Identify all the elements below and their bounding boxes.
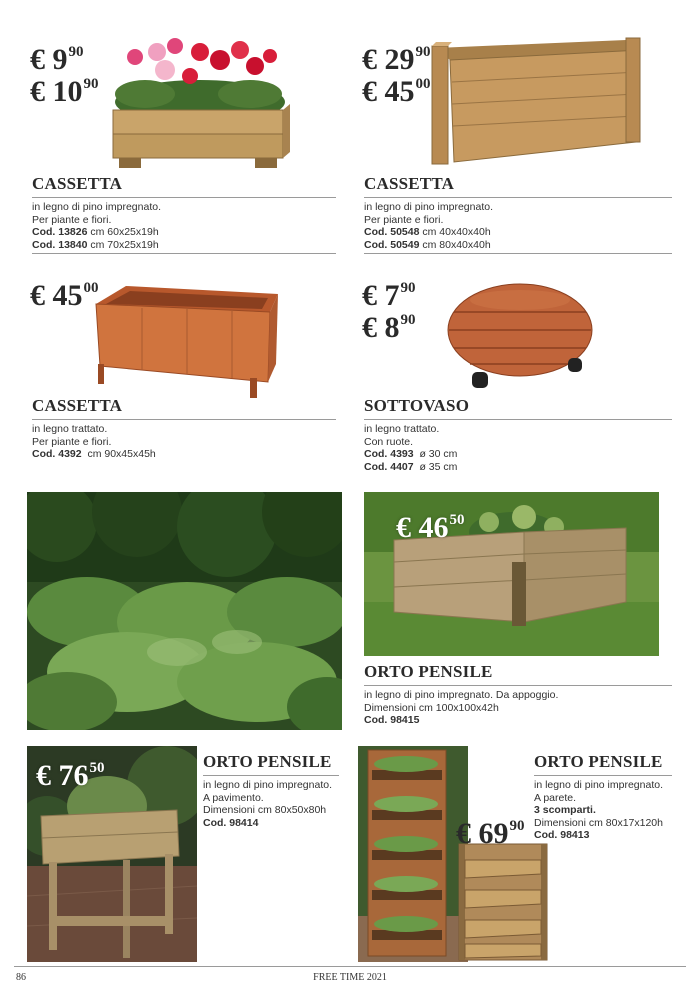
price-secondary: € $8^{90}$ bbox=[362, 311, 416, 344]
vegetable-garden-photo bbox=[27, 492, 342, 730]
product-code: Cod. 4393 bbox=[364, 448, 414, 460]
product-code: Cod. 98415 bbox=[364, 714, 420, 726]
product-code: Cod. 4407 bbox=[364, 460, 414, 473]
price-secondary: € $45^{00}$ bbox=[362, 75, 431, 108]
product-title: ORTO PENSILE bbox=[364, 662, 672, 686]
square-planter-image bbox=[428, 34, 648, 169]
product-code: Cod. 50548 bbox=[364, 226, 420, 238]
plant-saucer-image bbox=[444, 280, 600, 392]
product-title: CASSETTA bbox=[32, 174, 336, 198]
page-number: 86 bbox=[16, 972, 26, 983]
product-code: Cod. 50549 bbox=[364, 238, 420, 251]
footer-divider bbox=[14, 966, 686, 967]
wall-planter-product-image bbox=[455, 840, 551, 964]
product-description: in legno di pino impregnato. Per piante e fiori. Cod. 13826 cm 60x25x19h Cod. 13840 cm 70x25x19h bbox=[32, 201, 162, 251]
price-primary: € $29^{90}$ bbox=[362, 43, 431, 76]
price-primary: € $76^{50}$ bbox=[36, 759, 105, 792]
product-description: in legno di pino impregnato. A parete. 3 scomparti. Dimensioni cm 80x17x120h Cod. 98413 bbox=[534, 779, 664, 841]
price-primary: € $7^{90}$ bbox=[362, 279, 416, 312]
price-primary: € $45^{00}$ bbox=[30, 279, 99, 312]
product-description: in legno di pino impregnato. Per piante e fiori. Cod. 50548 cm 40x40x40h Cod. 50549 cm 80x40x40h bbox=[364, 201, 494, 251]
price-secondary: € $10^{90}$ bbox=[30, 75, 99, 108]
product-title: CASSETTA bbox=[364, 174, 672, 198]
product-description: in legno trattato. Con ruote. Cod. 4393 ø 30 cm Cod. 4407 ø 35 cm bbox=[364, 423, 458, 473]
divider bbox=[32, 253, 336, 254]
price-primary: € $9^{90}$ bbox=[30, 43, 84, 76]
planter-flowers-image bbox=[105, 32, 295, 182]
product-description: in legno trattato. Per piante e fiori. Cod. 4392 cm 90x45x45h bbox=[32, 423, 156, 460]
product-code: Cod. 13840 bbox=[32, 238, 88, 251]
divider bbox=[364, 253, 672, 254]
price-primary: € $46^{50}$ bbox=[396, 511, 465, 544]
product-description: in legno di pino impregnato. A pavimento. Dimensioni cm 80x50x80h Cod. 98414 bbox=[203, 779, 333, 829]
rectangular-planter-image bbox=[92, 282, 282, 402]
product-code: Cod. 4392 bbox=[32, 448, 82, 460]
product-title: ORTO PENSILE bbox=[203, 752, 339, 776]
price-primary: € $69^{90}$ bbox=[456, 817, 525, 850]
product-title: SOTTOVASO bbox=[364, 396, 672, 420]
product-title: CASSETTA bbox=[32, 396, 336, 420]
product-description: in legno di pino impregnato. Da appoggio. Dimensioni cm 100x100x42h Cod. 98415 bbox=[364, 689, 559, 726]
product-code: Cod. 13826 bbox=[32, 226, 88, 238]
wall-planter-photo bbox=[358, 746, 468, 962]
product-code: Cod. 98413 bbox=[534, 829, 590, 841]
product-title: ORTO PENSILE bbox=[534, 752, 672, 776]
product-code: Cod. 98414 bbox=[203, 816, 259, 829]
catalog-name: FREE TIME 2021 bbox=[313, 972, 387, 983]
